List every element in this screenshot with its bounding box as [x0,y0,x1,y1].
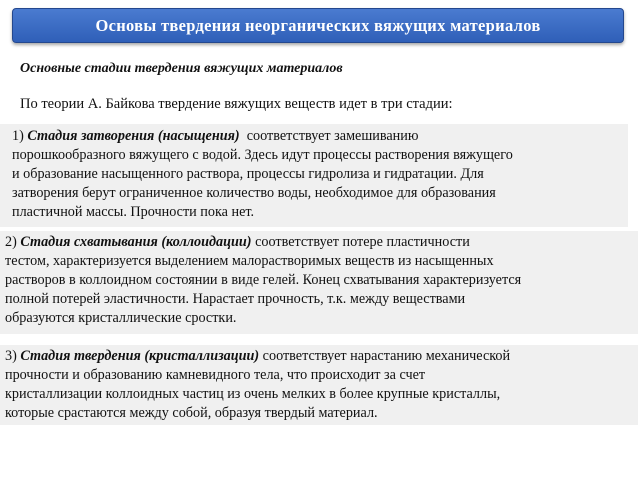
slide-title: Основы твердения неорганических вяжущих материалов [95,15,541,35]
stage-2-block [0,231,638,334]
stage-3-line-3: кристаллизации коллоидных частиц из очень мелких в более крупные кристаллы, [5,386,501,402]
stage-2-term: Стадия схватывания (коллоидации) [20,234,252,250]
slide-title-bar [12,8,624,43]
intro-text: По теории А. Байкова твердение вяжущих веществ идет в три стадии: [20,96,453,112]
stage-3-line-4: которые срастаются между собой, образуя твердый материал. [5,405,378,421]
stage-1-term: Стадия затворения (насыщения) [27,128,240,144]
stage-2-line-2: тестом, характеризуется выделением малорастворимых веществ из насыщенных [5,253,494,269]
stage-1-line-1: соответствует замешиванию [239,128,419,144]
stage-1-line-3: и образование насыщенного раствора, процессы гидролиза и гидратации. Для [12,166,484,182]
stage-2-line-4: полной потерей эластичности. Нарастает прочность, т.к. между веществами [5,291,466,307]
stage-2-line-3: растворов в коллоидном состоянии в виде гелей. Конец схватывания характеризуется [5,272,522,288]
stage-2-number: 2) [5,234,21,250]
stage-1-line-5: пластичной массы. Прочности пока нет. [12,204,255,220]
stage-1-line-4: затворения берут ограниченное количество воды, необходимое для образования [12,185,496,201]
stage-3-number: 3) [5,348,21,364]
stage-3-block [0,345,638,425]
stage-1-line-2: порошкообразного вяжущего с водой. Здесь идут процессы растворения вяжущего [12,147,513,163]
stage-1-number: 1) [12,128,28,144]
stage-2-line-5: образуются кристаллические сростки. [5,310,237,326]
stage-2-line-1: соответствует потере пластичности [251,234,470,250]
stage-1-block [0,124,628,227]
stage-3-line-1: соответствует нарастанию механической [259,348,511,364]
section-subtitle: Основные стадии твердения вяжущих материалов [20,61,343,76]
stage-3-term: Стадия твердения (кристаллизации) [20,348,260,364]
stage-3-line-2: прочности и образованию камневидного тела, что происходит за счет [5,367,426,383]
